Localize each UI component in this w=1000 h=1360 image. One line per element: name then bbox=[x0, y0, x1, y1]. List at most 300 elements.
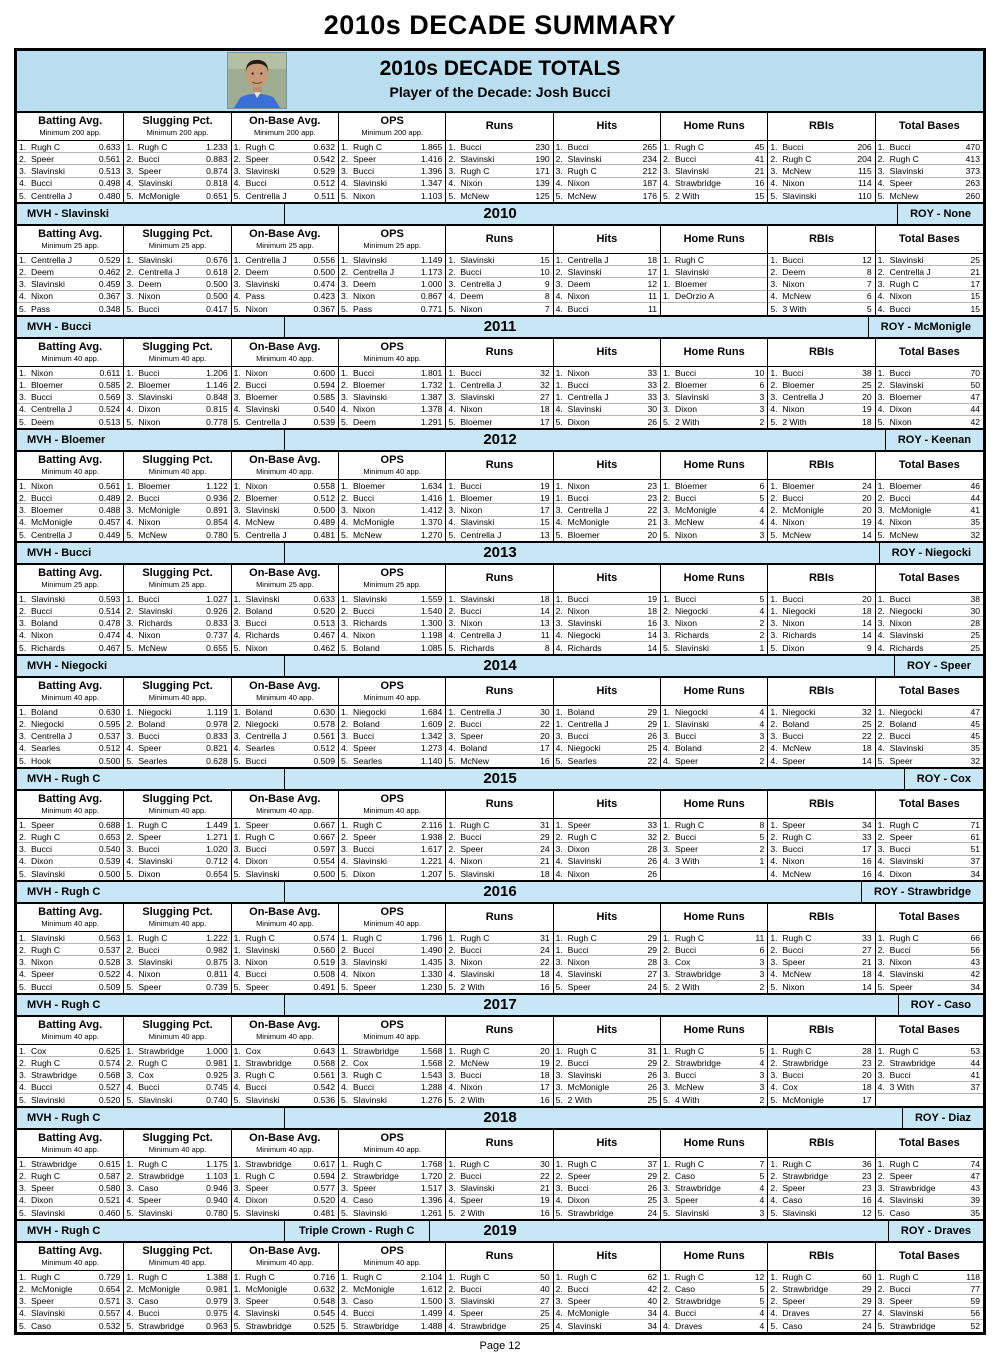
stat-value: 1.288 bbox=[420, 1082, 443, 1093]
stat-value: 0.520 bbox=[98, 1094, 121, 1105]
stat-row bbox=[232, 190, 338, 202]
player-name: Searles bbox=[245, 743, 275, 754]
stat-row bbox=[17, 416, 123, 428]
stat-rank: 3. bbox=[126, 843, 134, 854]
stat-rank: 5. bbox=[341, 190, 349, 201]
stat-row bbox=[124, 480, 230, 492]
player-name: Niegocki bbox=[889, 605, 923, 616]
stat-row bbox=[446, 593, 552, 605]
stat-column-header bbox=[661, 113, 767, 141]
stat-value: 25 bbox=[970, 630, 980, 641]
stat-rank: 4. bbox=[126, 1308, 134, 1319]
stat-rank: 2. bbox=[19, 1283, 27, 1294]
stat-rank: 1. bbox=[233, 593, 241, 604]
stat-row bbox=[661, 1158, 767, 1170]
stat-column-title: Total Bases bbox=[898, 233, 960, 245]
stat-rank: 4. bbox=[770, 1082, 778, 1093]
stat-column-header bbox=[339, 226, 445, 254]
stat-rank: 1. bbox=[663, 1045, 671, 1056]
stat-rank: 2. bbox=[19, 266, 27, 277]
player-name: Boland bbox=[31, 706, 58, 717]
stat-column bbox=[446, 339, 553, 428]
player-name: Speer bbox=[353, 981, 376, 992]
stat-column-title: Runs bbox=[485, 572, 514, 584]
stat-value: 16 bbox=[647, 617, 657, 628]
stat-value: 1.149 bbox=[420, 254, 443, 265]
stat-rank: 1. bbox=[233, 1045, 241, 1056]
stat-rank: 5. bbox=[233, 755, 241, 766]
stat-value: 18 bbox=[540, 969, 550, 980]
stat-column bbox=[446, 452, 553, 541]
stat-value: 1.634 bbox=[420, 480, 443, 491]
player-name: Rugh C bbox=[31, 141, 61, 152]
stat-row bbox=[124, 843, 230, 855]
player-name: Bucci bbox=[353, 1308, 375, 1319]
stat-value: 171 bbox=[535, 165, 550, 176]
stat-column-minimum: Minimum 40 app. bbox=[148, 919, 207, 928]
stat-column-header bbox=[554, 791, 660, 819]
stat-rank: 4. bbox=[233, 1082, 241, 1093]
stat-rank: 4. bbox=[555, 1320, 563, 1331]
stat-rank: 3. bbox=[233, 730, 241, 741]
stat-column-header bbox=[17, 565, 123, 593]
player-name: Strawbridge bbox=[889, 1057, 936, 1068]
stats-grid bbox=[17, 1130, 983, 1219]
stat-rank: 2. bbox=[448, 944, 456, 955]
player-name: Bloemer bbox=[889, 391, 922, 402]
stat-rank: 4. bbox=[770, 969, 778, 980]
stat-row bbox=[339, 868, 445, 880]
stat-row bbox=[124, 165, 230, 177]
player-name: Rugh C bbox=[460, 1271, 490, 1282]
player-name: Bucci bbox=[782, 944, 804, 955]
player-name: 3 With bbox=[675, 856, 700, 867]
year-banner bbox=[17, 882, 983, 904]
stat-row bbox=[17, 165, 123, 177]
stat-rank: 4. bbox=[663, 1320, 671, 1331]
stat-row bbox=[339, 843, 445, 855]
stat-rows bbox=[232, 367, 338, 428]
stat-column bbox=[124, 226, 231, 315]
player-name: Bucci bbox=[31, 178, 53, 189]
stat-value: 0.818 bbox=[206, 178, 228, 189]
stat-column-header bbox=[17, 339, 123, 367]
stat-column-minimum: Minimum 25 app. bbox=[256, 241, 314, 250]
stat-rank: 5. bbox=[233, 1094, 241, 1105]
stat-column bbox=[661, 113, 768, 202]
stat-row bbox=[661, 1283, 767, 1295]
stat-row bbox=[768, 379, 874, 391]
stat-row bbox=[339, 504, 445, 516]
stat-row bbox=[768, 843, 874, 855]
player-name: Cox bbox=[138, 1069, 154, 1080]
player-name: Speer bbox=[31, 1182, 54, 1193]
stat-rank: 1. bbox=[555, 367, 563, 378]
stat-value: 0.520 bbox=[313, 605, 335, 616]
stat-row bbox=[661, 1195, 767, 1207]
stat-rank: 3. bbox=[126, 1295, 134, 1306]
stat-row bbox=[17, 178, 123, 190]
stat-rank: 3. bbox=[19, 617, 27, 628]
stats-grid bbox=[17, 1243, 983, 1332]
stat-column-header bbox=[124, 452, 230, 480]
stat-column bbox=[232, 339, 339, 428]
player-name: Bucci bbox=[138, 1308, 160, 1319]
stat-row bbox=[17, 819, 123, 831]
stat-column-title: Total Bases bbox=[898, 572, 960, 584]
stat-row bbox=[232, 743, 338, 755]
stat-rank: 3. bbox=[555, 843, 563, 854]
stat-row bbox=[17, 480, 123, 492]
stat-rank: 1. bbox=[877, 932, 885, 943]
stat-value: 0.536 bbox=[313, 1094, 335, 1105]
stat-column-title: Runs bbox=[485, 1024, 514, 1036]
stat-rank: 5. bbox=[877, 755, 885, 766]
player-name: Slavinski bbox=[567, 404, 602, 415]
stat-row bbox=[124, 956, 230, 968]
stat-value: 1.517 bbox=[420, 1182, 443, 1193]
stat-rows bbox=[339, 141, 445, 202]
stat-value: 70 bbox=[970, 367, 980, 378]
stat-value: 0.474 bbox=[98, 630, 121, 641]
stat-value: 0.540 bbox=[98, 843, 121, 854]
stat-row bbox=[339, 266, 445, 278]
stat-rank: 2. bbox=[770, 379, 778, 390]
stat-column-minimum: Minimum 40 app. bbox=[41, 806, 99, 815]
stat-value: 0.632 bbox=[313, 141, 335, 152]
stat-row bbox=[768, 743, 874, 755]
stat-value: 13 bbox=[540, 617, 550, 628]
stat-value: 77 bbox=[970, 1283, 980, 1294]
stat-value: 1.449 bbox=[206, 819, 228, 830]
stat-rows bbox=[768, 1045, 874, 1106]
stat-row bbox=[124, 416, 230, 428]
stat-row bbox=[124, 755, 230, 767]
stat-column bbox=[876, 678, 983, 767]
stat-rank: 5. bbox=[555, 1094, 563, 1105]
stat-row bbox=[339, 178, 445, 190]
stat-rank: 3. bbox=[663, 391, 671, 402]
stat-row bbox=[661, 843, 767, 855]
stat-rows bbox=[768, 141, 874, 202]
stat-row bbox=[124, 944, 230, 956]
stat-value: 19 bbox=[540, 480, 550, 491]
stat-row bbox=[661, 642, 767, 654]
stat-rank: 1. bbox=[770, 819, 778, 830]
stat-row bbox=[768, 278, 874, 290]
stat-row bbox=[446, 755, 552, 767]
player-name: McMonigle bbox=[138, 190, 180, 201]
player-name: Nixon bbox=[31, 956, 53, 967]
stat-value: 1.416 bbox=[420, 153, 443, 164]
stat-column-header bbox=[232, 1017, 338, 1045]
player-name: Speer bbox=[460, 1195, 484, 1206]
stat-value: 13 bbox=[540, 529, 550, 540]
stat-rows bbox=[661, 593, 767, 654]
stat-row bbox=[124, 517, 230, 529]
stat-value: 20 bbox=[862, 391, 872, 402]
stat-value: 0.848 bbox=[206, 391, 228, 402]
stat-row bbox=[124, 1308, 230, 1320]
stat-rank: 4. bbox=[19, 743, 27, 754]
stat-row bbox=[446, 969, 552, 981]
stat-rank: 1. bbox=[663, 254, 671, 265]
stat-rank: 1. bbox=[770, 480, 778, 491]
stat-value: 0.512 bbox=[313, 492, 335, 503]
stat-value: 1.119 bbox=[206, 706, 228, 717]
stats-grid bbox=[17, 565, 983, 654]
stat-rows bbox=[768, 593, 874, 654]
stat-row bbox=[339, 404, 445, 416]
player-name: Bucci bbox=[245, 1082, 267, 1093]
stat-row bbox=[232, 517, 338, 529]
stat-row bbox=[446, 504, 552, 516]
stat-rows bbox=[339, 932, 445, 993]
stat-rank: 2. bbox=[448, 153, 456, 164]
stat-row bbox=[876, 969, 983, 981]
player-name: Rugh C bbox=[889, 1158, 919, 1169]
stat-value: 0.578 bbox=[313, 718, 335, 729]
stat-column-title: OPS bbox=[380, 454, 404, 466]
stat-value: 53 bbox=[970, 1045, 980, 1056]
stat-row bbox=[232, 1094, 338, 1106]
stat-row bbox=[17, 593, 123, 605]
stat-value: 24 bbox=[647, 981, 657, 992]
stat-rank: 1. bbox=[448, 141, 456, 152]
stat-column-title: RBIs bbox=[808, 346, 835, 358]
stat-value: 37 bbox=[970, 1082, 980, 1093]
stat-rank: 5. bbox=[555, 981, 563, 992]
stat-value: 8 bbox=[866, 266, 872, 277]
player-name: Centrella J bbox=[567, 718, 609, 729]
stat-column-header bbox=[554, 339, 660, 367]
stat-row bbox=[446, 266, 552, 278]
stat-row bbox=[124, 1045, 230, 1057]
stat-rank: 3. bbox=[663, 969, 671, 980]
stat-value: 1.103 bbox=[206, 1170, 228, 1181]
stat-row bbox=[124, 1057, 230, 1069]
stat-rank: 4. bbox=[19, 517, 27, 528]
roy-badge: ROY - Draves bbox=[888, 1221, 983, 1241]
player-name: Rugh C bbox=[353, 1069, 383, 1080]
stat-value: 0.532 bbox=[98, 1320, 121, 1331]
player-name: Cox bbox=[245, 1045, 261, 1056]
player-name: Speer bbox=[31, 1295, 54, 1306]
player-name: Niegocki bbox=[567, 630, 601, 641]
stat-column bbox=[661, 226, 768, 315]
stat-column-minimum: Minimum 40 app. bbox=[41, 467, 99, 476]
stat-row bbox=[768, 706, 874, 718]
stat-value: 36 bbox=[862, 1158, 872, 1169]
stat-value: 28 bbox=[970, 617, 980, 628]
stat-column-minimum: Minimum 40 app. bbox=[256, 919, 314, 928]
stat-row bbox=[768, 819, 874, 831]
stat-rows bbox=[446, 593, 552, 654]
stat-column-minimum: Minimum 40 app. bbox=[148, 1145, 207, 1154]
stat-rank: 4. bbox=[770, 1195, 778, 1206]
stat-rank: 5. bbox=[126, 868, 134, 879]
stat-rank: 2. bbox=[770, 153, 778, 164]
stat-rank: 4. bbox=[877, 743, 885, 754]
stat-value: 3 bbox=[759, 1082, 765, 1093]
stat-value: 0.667 bbox=[313, 819, 335, 830]
stat-rank: 2. bbox=[877, 1170, 885, 1181]
stat-rank: 3. bbox=[126, 504, 134, 515]
stat-value: 19 bbox=[540, 1195, 550, 1206]
stat-rank: 3. bbox=[341, 1069, 349, 1080]
stat-row bbox=[661, 404, 767, 416]
stat-rank: 2. bbox=[233, 379, 241, 390]
stat-row bbox=[661, 278, 767, 290]
stat-column-title: Hits bbox=[596, 572, 618, 584]
stat-row bbox=[876, 819, 983, 831]
stat-column-title: Total Bases bbox=[898, 459, 960, 471]
player-name: Slavinski bbox=[460, 593, 495, 604]
stat-value: 0.740 bbox=[206, 1094, 228, 1105]
stat-column-minimum: Minimum 40 app. bbox=[363, 354, 421, 363]
stat-value: 24 bbox=[862, 1320, 872, 1331]
stat-row bbox=[124, 642, 230, 654]
stat-value: 21 bbox=[754, 165, 765, 176]
player-name: Strawbridge bbox=[567, 1207, 614, 1218]
stat-column-header bbox=[554, 226, 660, 254]
stat-value: 0.500 bbox=[313, 868, 335, 879]
stat-value: 0.618 bbox=[206, 266, 228, 277]
player-name: Nixon bbox=[460, 178, 483, 189]
stat-value: 190 bbox=[535, 153, 550, 164]
stat-value: 0.585 bbox=[313, 391, 335, 402]
stat-column-minimum: Minimum 40 app. bbox=[148, 1032, 207, 1041]
stat-rank: 3. bbox=[233, 617, 241, 628]
stat-rank: 1. bbox=[19, 1158, 27, 1169]
stat-rank: 4. bbox=[448, 1082, 456, 1093]
stat-row bbox=[661, 1207, 767, 1219]
stat-rank: 3. bbox=[877, 391, 885, 402]
stat-value: 40 bbox=[540, 1283, 550, 1294]
stat-row bbox=[124, 1207, 230, 1219]
player-name: Bucci bbox=[889, 843, 911, 854]
stat-value: 1 bbox=[759, 856, 765, 867]
player-name: Deem bbox=[245, 266, 269, 277]
stat-row bbox=[17, 956, 123, 968]
stat-value: 44 bbox=[970, 404, 980, 415]
stat-rank: 3. bbox=[448, 1295, 456, 1306]
stat-value: 42 bbox=[970, 969, 980, 980]
stat-value: 1.612 bbox=[420, 1283, 443, 1294]
stat-row bbox=[876, 1158, 983, 1170]
stat-value: 0.467 bbox=[313, 630, 335, 641]
stat-row bbox=[446, 303, 552, 315]
stat-row bbox=[17, 1069, 123, 1081]
stat-value: 1.559 bbox=[420, 593, 443, 604]
stat-rank: 5. bbox=[770, 529, 778, 540]
stat-rank: 3. bbox=[126, 1069, 134, 1080]
stat-row bbox=[661, 617, 767, 629]
player-name: Slavinski bbox=[245, 1207, 280, 1218]
stat-value: 33 bbox=[647, 379, 657, 390]
stat-value: 0.521 bbox=[98, 1195, 121, 1206]
stat-value: 29 bbox=[647, 1057, 657, 1068]
stat-column-minimum: Minimum 40 app. bbox=[256, 1032, 314, 1041]
stat-value: 187 bbox=[642, 178, 657, 189]
player-name: Slavinski bbox=[460, 517, 495, 528]
stat-row bbox=[446, 1082, 552, 1094]
stat-rank: 5. bbox=[19, 1094, 27, 1105]
player-name: Rugh C bbox=[245, 1069, 275, 1080]
player-name: Slavinski bbox=[675, 165, 709, 176]
stat-column bbox=[17, 1243, 124, 1332]
stat-value: 0.979 bbox=[206, 1295, 228, 1306]
stat-row bbox=[17, 706, 123, 718]
stat-row bbox=[661, 190, 767, 202]
stat-row bbox=[339, 730, 445, 742]
player-name: Nixon bbox=[889, 517, 912, 528]
player-name: Nixon bbox=[567, 480, 590, 491]
stat-value: 470 bbox=[965, 141, 980, 152]
stat-value: 0.653 bbox=[98, 831, 121, 842]
stat-value: 1.388 bbox=[206, 1271, 228, 1282]
stat-rank: 2. bbox=[19, 492, 27, 503]
year-label: 2019 bbox=[483, 1222, 517, 1239]
stat-row bbox=[124, 141, 230, 153]
stat-value: 18 bbox=[862, 605, 872, 616]
stat-value: 0.513 bbox=[98, 416, 121, 427]
stat-rank: 2. bbox=[448, 605, 456, 616]
stat-value: 1.198 bbox=[420, 630, 443, 641]
stat-value: 18 bbox=[862, 969, 872, 980]
stat-rank: 5. bbox=[555, 1207, 563, 1218]
stat-column-header bbox=[232, 791, 338, 819]
stat-column-header bbox=[339, 678, 445, 706]
player-name: Rugh C bbox=[353, 932, 383, 943]
player-name: Slavinski bbox=[31, 1308, 65, 1319]
stat-column-title: Batting Avg. bbox=[38, 1019, 103, 1031]
stat-row bbox=[339, 617, 445, 629]
stat-row bbox=[17, 1182, 123, 1194]
stat-rank: 4. bbox=[126, 856, 134, 867]
stat-row bbox=[339, 819, 445, 831]
stat-column-header bbox=[661, 1017, 767, 1045]
player-name: Bucci bbox=[460, 141, 482, 152]
player-name: Bucci bbox=[245, 843, 267, 854]
stat-value: 22 bbox=[540, 1170, 550, 1181]
player-name: Rugh C bbox=[460, 932, 490, 943]
stat-column-header bbox=[554, 904, 660, 932]
stat-row bbox=[554, 1283, 660, 1295]
stat-rank: 3. bbox=[448, 391, 456, 402]
player-name: Nixon bbox=[138, 517, 161, 528]
stat-column-header bbox=[554, 1130, 660, 1158]
stat-value: 0.500 bbox=[313, 266, 335, 277]
player-name: Bucci bbox=[782, 141, 804, 152]
stat-column-title: Slugging Pct. bbox=[142, 680, 213, 692]
player-name: Bloemer bbox=[31, 379, 63, 390]
stat-column-minimum: Minimum 25 app. bbox=[41, 241, 99, 250]
player-name: Strawbridge bbox=[675, 969, 721, 980]
stat-column bbox=[554, 339, 661, 428]
stat-column-header bbox=[446, 565, 552, 593]
player-name: Slavinski bbox=[31, 278, 65, 289]
stat-row bbox=[554, 932, 660, 944]
stat-column-title: OPS bbox=[380, 341, 404, 353]
stat-rows bbox=[17, 141, 123, 202]
stat-row bbox=[768, 1069, 874, 1081]
player-name: Nixon bbox=[353, 291, 375, 302]
stat-rows bbox=[446, 706, 552, 767]
stat-row bbox=[17, 153, 123, 165]
player-name: Speer bbox=[460, 1308, 484, 1319]
player-name: Bucci bbox=[31, 492, 53, 503]
